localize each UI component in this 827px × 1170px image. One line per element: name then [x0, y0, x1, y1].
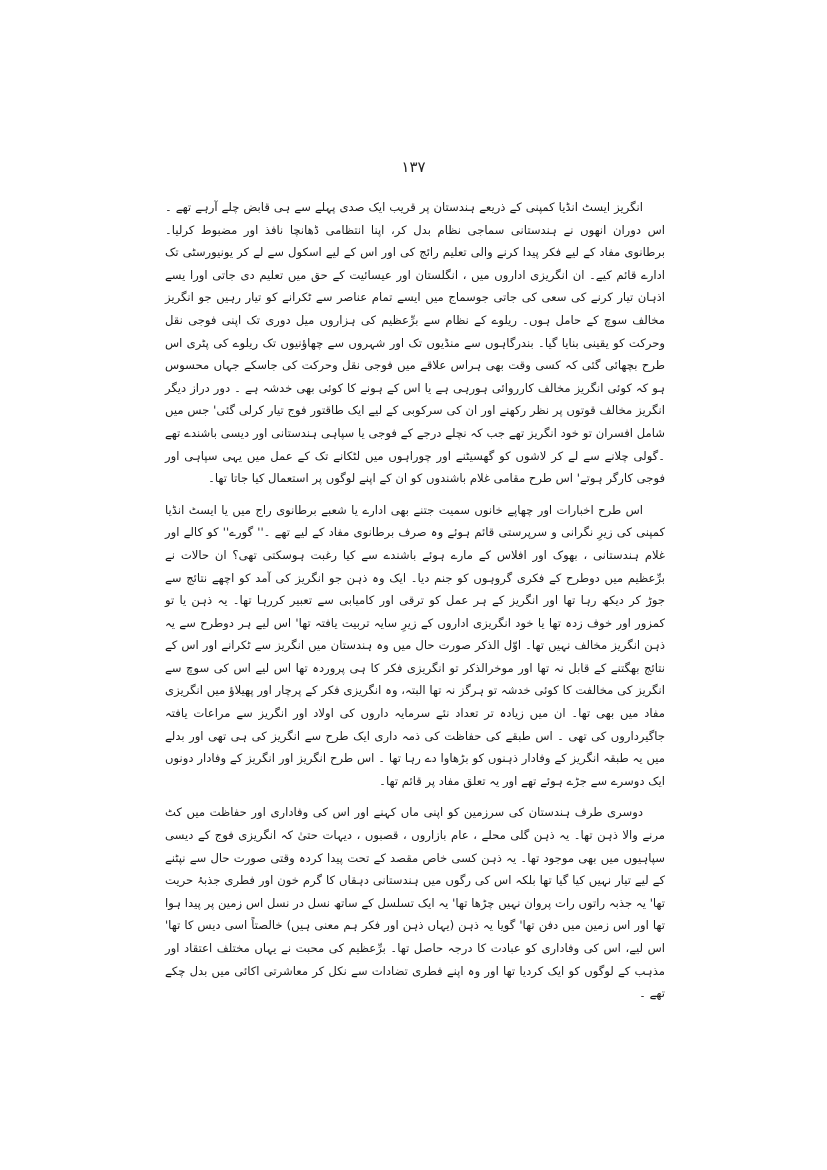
page-number: ۱۳۷: [401, 158, 426, 176]
paragraph-2: اس طرح اخبارات اور چھاپے خانوں سمیت جتنے بھی ادارے یا شعبے برطانوی راج میں یا ایسٹ انڈیا کمپنی کی زیرِ نگرانی و سرپرستی قائم ہوئے وہ صرف برطانوی مفاد کے لیے تھے ۔'' گورے'' کو کالے اور غلام ہندستانی ، بھوک اور افلاس کے مارے ہوئے باشندے سے کیا رغبت ہوسکتی تھی؟ ان حالات نے برِّعظیم میں دوطرح کے فکری گروہوں کو جنم دیا۔ ایک وہ ذہن جو انگریز کی آمد کو اچھے نتائج سے جوڑ کر دیکھ رہا تھا اور انگریز کے ہر عمل کو ترقی اور کامیابی سے تعبیر کررہا تھا۔ یہ ذہن یا تو کمزور اور خوف زدہ تھا یا خود انگریزی اداروں کے زیرِ سایہ تربیت یافتہ تھا' اس لیے ہر دوطرح سے یہ ذہن انگریز مخالف نہیں تھا۔ اوّل الذکر صورت حال میں وہ ہندستان میں انگریز سے ٹکرانے اور اس کے نتائج بھگتنے کے قابل نہ تھا اور موخرالذکر تو انگریزی فکر کا ہی پروردہ تھا اس لیے اس کی سوچ سے انگریز کی مخالفت کا کوئی خدشہ تو ہرگز نہ تھا البتہ، وہ انگریزی فکر کے پرچار اور پھیلاؤ میں انگریزی مفاد میں بھی تھا۔ ان میں زیادہ تر تعداد نئے سرمایہ داروں کی اولاد اور انگریز سے مراعات یافتہ جاگیرداروں کی تھی ۔ اس طبقے کی حفاظت کی ذمہ داری ایک طرح سے انگریز کی ہی تھی اور بدلے میں یہ طبقہ انگریز کے وفادار ذہنوں کو بڑھاوا دے رہا تھا ۔ اس طرح انگریز اور انگریز کے وفادار دونوں ایک دوسرے سے جڑے ہوئے تھے اور یہ تعلق مفاد پر قائم تھا۔: [165, 502, 665, 788]
body-text: [165, 196, 665, 1014]
paragraph-3: دوسری طرف ہندستان کی سرزمین کو اپنی ماں کہنے اور اس کی وفاداری اور حفاظت میں کٹ مرنے والا ذہن تھا۔ یہ ذہن گلی محلے ، عام بازاروں ، قصبوں ، دیہات حتیٰ کہ انگریزی فوج کے دیسی سپاہیوں میں بھی موجود تھا۔ یہ ذہن کسی خاص مقصد کے تحت پیدا کردہ وقتی صورت حال سے نپٹنے کے لیے تیار نہیں کیا گیا تھا بلکہ اس کی رگوں میں ہندستانی دہقاں کا گرم خون اور فطری جذبۂ حریت تھا' یہ جذبہ راتوں رات پروان نہیں چڑھا تھا' یہ ایک تسلسل کے ساتھ نسل در نسل اس زمین پر پیدا ہوا تھا اور اس زمین میں دفن تھا' گویا یہ ذہن (یہاں ذہن اور فکر ہم معنی ہیں) خالصتاً اسی دیس کا تھا' اس لیے، اس کی وفاداری کو عبادت کا درجہ حاصل تھا۔ برِّعظیم کی محبت نے یہاں مختلف اعتقاد اور مذہب کے لوگوں کو ایک کردیا تھا اور وہ اپنے فطری تضادات سے نکل کر معاشرتی اکائی میں بدل چکے تھے ۔: [165, 805, 665, 1001]
paragraph-1: انگریز ایسٹ انڈیا کمپنی کے ذریعے ہندستان پر قریب ایک صدی پہلے سے ہی قابض چلے آرہے تھے ۔ اس دوران انھوں نے ہندستانی سماجی نظام بدل کر، اپنا انتظامی ڈھانچا نافذ اور مضبوط کرلیا۔ برطانوی مفاد کے لیے فکر پیدا کرنے والی تعلیم رائج کی اور اس کے لیے اسکول سے لے کر یونیورسٹی تک ادارے قائم کیے۔ ان انگریزی اداروں میں ، انگلستان اور عیسائیت کے حق میں تعلیم دی جاتی اورا یسے اذہان تیار کرنے کی سعی کی جاتی جوسماج میں ایسے تمام عناصر سے ٹکرانے کو تیار رہیں جو انگریز مخالف سوچ کے حامل ہوں۔ ریلوے کے نظام سے برِّعظیم کی ہزاروں میل دوری تک اپنی فوجی نقل وحرکت کو یقینی بنایا گیا۔ بندرگاہوں سے منڈیوں تک اور شہروں سے چھاؤنیوں تک ریلوے کی پٹری اس طرح بچھائی گئی کہ کسی وقت بھی ہراس علاقے میں فوجی نقل وحرکت کی جاسکے جہاں محسوس ہو کہ کوئی انگریز مخالف کارروائی ہورہی ہے یا اس کے ہونے کا کوئی بھی خدشہ ہے ۔ دور دراز دیگر انگریز مخالف قوتوں پر نظر رکھنے اور ان کی سرکوبی کے لیے ایک طاقتور فوج تیار کرلی گئی' جس میں شامل افسران تو خود انگریز تھے جب کہ نچلے درجے کے فوجی یا سپاہی ہندستانی اور دیسی باشندے تھے ۔گولی چلانے سے لے کر لاشوں کو گھسیٹنے اور چوراہوں میں لٹکانے تک کے عمل میں یہی سپاہی اور فوجی کارگر ہوتے' اس طرح مقامی غلام باشندوں کو ان کے اپنے لوگوں پر استعمال کیا جاتا تھا۔: [165, 200, 665, 486]
